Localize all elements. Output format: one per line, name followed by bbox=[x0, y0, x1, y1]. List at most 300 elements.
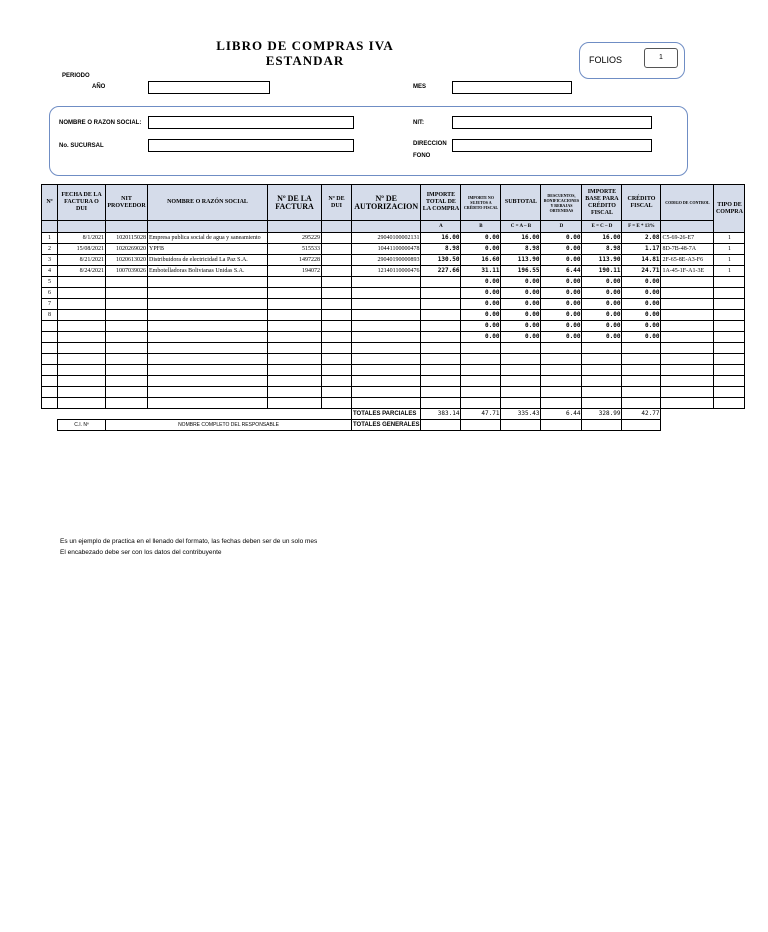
cell-nombre[interactable]: Empresa publica social de agua y saneamiento bbox=[148, 233, 268, 244]
cell-codigo[interactable] bbox=[661, 387, 714, 398]
cell-e[interactable] bbox=[582, 376, 622, 387]
table-row bbox=[42, 310, 745, 321]
cell-tipo[interactable] bbox=[714, 321, 745, 332]
page-title-line2: ESTANDAR bbox=[265, 53, 345, 68]
cell-nit[interactable] bbox=[106, 387, 148, 398]
cell-tipo[interactable] bbox=[714, 299, 745, 310]
cell-a[interactable]: 130.50 bbox=[421, 255, 461, 266]
cell-c[interactable]: 0.00 bbox=[501, 332, 541, 343]
cell-c[interactable] bbox=[501, 365, 541, 376]
cell-nombre[interactable]: YPFB bbox=[148, 244, 268, 255]
cell-b[interactable] bbox=[461, 354, 501, 365]
cell-e[interactable] bbox=[582, 387, 622, 398]
cell-tipo[interactable] bbox=[714, 387, 745, 398]
cell-factura[interactable] bbox=[268, 387, 322, 398]
cell-a[interactable] bbox=[421, 277, 461, 288]
cell-d[interactable]: 0.00 bbox=[541, 288, 582, 299]
cell-b[interactable] bbox=[461, 365, 501, 376]
cell-d[interactable]: 0.00 bbox=[541, 310, 582, 321]
cell-autorizacion[interactable] bbox=[352, 321, 421, 332]
fono-label: FONO bbox=[413, 153, 431, 159]
cell-nit[interactable]: 1020269020 bbox=[106, 244, 148, 255]
cell-c[interactable] bbox=[501, 343, 541, 354]
cell-n[interactable]: 2 bbox=[42, 244, 58, 255]
table-row bbox=[42, 288, 745, 299]
cell-f[interactable] bbox=[622, 354, 661, 365]
cell-autorizacion[interactable] bbox=[352, 288, 421, 299]
nit-label: NIT: bbox=[413, 120, 424, 126]
cell-codigo[interactable] bbox=[661, 321, 714, 332]
cell-factura[interactable] bbox=[268, 321, 322, 332]
totales-generales-label: TOTALES GENERALES bbox=[352, 420, 421, 431]
total-a: 383.14 bbox=[421, 409, 461, 420]
total-b: 47.71 bbox=[461, 409, 501, 420]
cell-fecha[interactable] bbox=[58, 310, 106, 321]
cell-nit[interactable] bbox=[106, 288, 148, 299]
cell-f[interactable]: 0.00 bbox=[622, 299, 661, 310]
cell-fecha[interactable] bbox=[58, 299, 106, 310]
cell-codigo[interactable] bbox=[661, 288, 714, 299]
mes-label: MES bbox=[413, 84, 427, 90]
cell-autorizacion[interactable] bbox=[352, 387, 421, 398]
cell-e[interactable] bbox=[582, 343, 622, 354]
cell-c[interactable] bbox=[501, 387, 541, 398]
cell-nombre[interactable] bbox=[148, 376, 268, 387]
cell-n[interactable] bbox=[42, 365, 58, 376]
cell-c[interactable]: 0.00 bbox=[501, 321, 541, 332]
cell-nit[interactable]: 1020115028 bbox=[106, 233, 148, 244]
cell-a[interactable] bbox=[421, 288, 461, 299]
cell-f[interactable]: 24.71 bbox=[622, 266, 661, 277]
cell-b[interactable]: 31.11 bbox=[461, 266, 501, 277]
cell-nombre[interactable] bbox=[148, 365, 268, 376]
cell-nit[interactable] bbox=[106, 277, 148, 288]
cell-fecha[interactable] bbox=[58, 321, 106, 332]
subheader-a: A bbox=[421, 221, 461, 233]
nombre-label: NOMBRE O RAZON SOCIAL: bbox=[59, 120, 142, 126]
cell-c[interactable] bbox=[501, 398, 541, 409]
cell-codigo[interactable] bbox=[661, 354, 714, 365]
cell-a[interactable]: 8.98 bbox=[421, 244, 461, 255]
header-importe-total: IMPORTE TOTAL DE LA COMPRA bbox=[421, 185, 461, 221]
cell-dui[interactable] bbox=[322, 387, 352, 398]
cell-d[interactable]: 6.44 bbox=[541, 266, 582, 277]
cell-autorizacion[interactable]: 10441100000478 bbox=[352, 244, 421, 255]
cell-fecha[interactable] bbox=[58, 288, 106, 299]
table-row bbox=[42, 233, 745, 244]
cell-autorizacion[interactable]: 12140110000476 bbox=[352, 266, 421, 277]
cell-a[interactable] bbox=[421, 310, 461, 321]
cell-nombre[interactable]: Embotelladoras Bolivianas Unidas S.A. bbox=[148, 266, 268, 277]
cell-dui[interactable] bbox=[322, 299, 352, 310]
cell-n[interactable]: 5 bbox=[42, 277, 58, 288]
cell-nit[interactable] bbox=[106, 398, 148, 409]
cell-tipo[interactable]: 1 bbox=[714, 255, 745, 266]
cell-a[interactable] bbox=[421, 398, 461, 409]
cell-a[interactable] bbox=[421, 321, 461, 332]
cell-dui[interactable] bbox=[322, 255, 352, 266]
cell-b[interactable]: 0.00 bbox=[461, 299, 501, 310]
folios-label: FOLIOS bbox=[589, 55, 623, 65]
cell-b[interactable]: 0.00 bbox=[461, 233, 501, 244]
cell-nit[interactable] bbox=[106, 310, 148, 321]
cell-factura[interactable]: 194072 bbox=[268, 266, 322, 277]
table-row bbox=[42, 343, 745, 354]
cell-tipo[interactable] bbox=[714, 354, 745, 365]
cell-e[interactable] bbox=[582, 365, 622, 376]
page-title-line1: LIBRO DE COMPRAS IVA bbox=[216, 38, 394, 53]
cell-c[interactable]: 0.00 bbox=[501, 299, 541, 310]
cell-codigo[interactable] bbox=[661, 277, 714, 288]
cell-nit[interactable] bbox=[106, 321, 148, 332]
cell-fecha[interactable] bbox=[58, 277, 106, 288]
cell-factura[interactable]: 515533 bbox=[268, 244, 322, 255]
cell-e[interactable]: 190.11 bbox=[582, 266, 622, 277]
cell-c[interactable]: 113.90 bbox=[501, 255, 541, 266]
subheader-c: C = A – B bbox=[501, 221, 541, 233]
header-nombre: NOMBRE O RAZÓN SOCIAL bbox=[148, 185, 268, 221]
cell-dui[interactable] bbox=[322, 288, 352, 299]
cell-codigo[interactable]: C5-69-26-E7 bbox=[661, 233, 714, 244]
cell-b[interactable]: 0.00 bbox=[461, 288, 501, 299]
cell-tipo[interactable] bbox=[714, 277, 745, 288]
cell-b[interactable] bbox=[461, 398, 501, 409]
cell-c[interactable] bbox=[501, 354, 541, 365]
cell-nit[interactable] bbox=[106, 343, 148, 354]
cell-autorizacion[interactable] bbox=[352, 332, 421, 343]
table-row bbox=[42, 354, 745, 365]
cell-dui[interactable] bbox=[322, 365, 352, 376]
cell-e[interactable] bbox=[582, 354, 622, 365]
cell-tipo[interactable]: 1 bbox=[714, 266, 745, 277]
cell-codigo[interactable] bbox=[661, 365, 714, 376]
cell-d[interactable] bbox=[541, 376, 582, 387]
ci-label: C.I. Nº bbox=[58, 420, 106, 431]
cell-tipo[interactable] bbox=[714, 376, 745, 387]
anio-field[interactable] bbox=[148, 81, 270, 94]
header-codigo: CODIGO DE CONTROL bbox=[661, 185, 714, 221]
cell-e[interactable]: 0.00 bbox=[582, 321, 622, 332]
cell-fecha[interactable] bbox=[58, 354, 106, 365]
cell-fecha[interactable]: 8/24/2021 bbox=[58, 266, 106, 277]
cell-f[interactable] bbox=[622, 387, 661, 398]
cell-c[interactable] bbox=[501, 376, 541, 387]
cell-nit[interactable] bbox=[106, 332, 148, 343]
cell-dui[interactable] bbox=[322, 343, 352, 354]
cell-nombre[interactable] bbox=[148, 354, 268, 365]
cell-tipo[interactable] bbox=[714, 288, 745, 299]
cell-autorizacion[interactable] bbox=[352, 277, 421, 288]
cell-d[interactable]: 0.00 bbox=[541, 277, 582, 288]
cell-dui[interactable] bbox=[322, 376, 352, 387]
cell-a[interactable] bbox=[421, 332, 461, 343]
cell-factura[interactable] bbox=[268, 299, 322, 310]
purchases-table bbox=[41, 184, 745, 431]
cell-f[interactable] bbox=[622, 376, 661, 387]
direccion-field[interactable] bbox=[452, 139, 652, 152]
cell-b[interactable] bbox=[461, 387, 501, 398]
cell-codigo[interactable] bbox=[661, 299, 714, 310]
cell-f[interactable] bbox=[622, 398, 661, 409]
nombre-field[interactable] bbox=[148, 116, 354, 129]
cell-d[interactable] bbox=[541, 343, 582, 354]
cell-a[interactable] bbox=[421, 376, 461, 387]
cell-factura[interactable] bbox=[268, 376, 322, 387]
cell-codigo[interactable]: 8D-7B-48-7A bbox=[661, 244, 714, 255]
cell-codigo[interactable] bbox=[661, 310, 714, 321]
cell-f[interactable] bbox=[622, 343, 661, 354]
cell-n[interactable]: 3 bbox=[42, 255, 58, 266]
cell-f[interactable]: 0.00 bbox=[622, 288, 661, 299]
header-descuentos: DESCUENTOS, BONIFICACIONES Y REBAJAS OBTENIDAS bbox=[541, 185, 582, 221]
cell-factura[interactable] bbox=[268, 354, 322, 365]
sucursal-field[interactable] bbox=[148, 139, 354, 152]
cell-n[interactable] bbox=[42, 376, 58, 387]
cell-nombre[interactable] bbox=[148, 310, 268, 321]
cell-f[interactable] bbox=[622, 365, 661, 376]
cell-a[interactable]: 227.66 bbox=[421, 266, 461, 277]
cell-d[interactable] bbox=[541, 398, 582, 409]
cell-autorizacion[interactable]: 29040100002131 bbox=[352, 233, 421, 244]
cell-factura[interactable] bbox=[268, 310, 322, 321]
cell-nombre[interactable] bbox=[148, 387, 268, 398]
cell-e[interactable]: 0.00 bbox=[582, 310, 622, 321]
header-factura: Nº DE LA FACTURA bbox=[268, 185, 322, 221]
cell-n[interactable] bbox=[42, 321, 58, 332]
table-row bbox=[42, 365, 745, 376]
cell-nombre[interactable] bbox=[148, 299, 268, 310]
cell-nombre[interactable] bbox=[148, 277, 268, 288]
direccion-label: DIRECCION bbox=[413, 141, 447, 147]
cell-fecha[interactable]: 8/21/2021 bbox=[58, 255, 106, 266]
periodo-label: PERIODO bbox=[62, 73, 90, 79]
cell-n[interactable]: 7 bbox=[42, 299, 58, 310]
cell-tipo[interactable]: 1 bbox=[714, 244, 745, 255]
cell-f[interactable]: 0.00 bbox=[622, 332, 661, 343]
cell-dui[interactable] bbox=[322, 266, 352, 277]
cell-d[interactable]: 0.00 bbox=[541, 299, 582, 310]
cell-b[interactable] bbox=[461, 343, 501, 354]
cell-f[interactable]: 14.81 bbox=[622, 255, 661, 266]
cell-b[interactable]: 0.00 bbox=[461, 244, 501, 255]
cell-tipo[interactable] bbox=[714, 398, 745, 409]
cell-factura[interactable] bbox=[268, 288, 322, 299]
cell-c[interactable]: 196.55 bbox=[501, 266, 541, 277]
cell-factura[interactable] bbox=[268, 277, 322, 288]
cell-fecha[interactable] bbox=[58, 365, 106, 376]
cell-autorizacion[interactable]: 29040190000893 bbox=[352, 255, 421, 266]
table-row bbox=[42, 398, 745, 409]
subheader-b: B bbox=[461, 221, 501, 233]
totales-parciales-row bbox=[42, 409, 745, 420]
header-no-sujetos: IMPORTE NO SUJETOS A CRÉDITO FISCAL bbox=[461, 185, 501, 221]
cell-autorizacion[interactable] bbox=[352, 354, 421, 365]
cell-factura[interactable] bbox=[268, 398, 322, 409]
cell-b[interactable]: 0.00 bbox=[461, 332, 501, 343]
cell-nit[interactable]: 1007039026 bbox=[106, 266, 148, 277]
cell-nit[interactable] bbox=[106, 376, 148, 387]
mes-field[interactable] bbox=[452, 81, 572, 94]
cell-e[interactable]: 113.90 bbox=[582, 255, 622, 266]
cell-n[interactable]: 8 bbox=[42, 310, 58, 321]
header-nit: NIT PROVEEDOR bbox=[106, 185, 148, 221]
cell-f[interactable]: 0.00 bbox=[622, 321, 661, 332]
cell-d[interactable] bbox=[541, 387, 582, 398]
table-row bbox=[42, 299, 745, 310]
cell-dui[interactable] bbox=[322, 398, 352, 409]
cell-e[interactable] bbox=[582, 398, 622, 409]
cell-e[interactable]: 8.98 bbox=[582, 244, 622, 255]
cell-n[interactable] bbox=[42, 332, 58, 343]
cell-d[interactable]: 0.00 bbox=[541, 332, 582, 343]
cell-c[interactable]: 8.98 bbox=[501, 244, 541, 255]
subheader-f: F = E * 13% bbox=[622, 221, 661, 233]
cell-d[interactable]: 0.00 bbox=[541, 244, 582, 255]
cell-fecha[interactable]: 15/08/2021 bbox=[58, 244, 106, 255]
cell-b[interactable] bbox=[461, 376, 501, 387]
header-dui: Nº DE DUI bbox=[322, 185, 352, 221]
cell-factura[interactable] bbox=[268, 365, 322, 376]
responsable-label: NOMBRE COMPLETO DEL RESPONSABLE bbox=[106, 420, 352, 431]
cell-fecha[interactable] bbox=[58, 387, 106, 398]
cell-e[interactable]: 0.00 bbox=[582, 332, 622, 343]
table-row bbox=[42, 376, 745, 387]
cell-nit[interactable] bbox=[106, 354, 148, 365]
cell-e[interactable]: 0.00 bbox=[582, 277, 622, 288]
totales-parciales-label: TOTALES PARCIALES bbox=[352, 409, 421, 420]
cell-n[interactable]: 1 bbox=[42, 233, 58, 244]
cell-c[interactable]: 0.00 bbox=[501, 277, 541, 288]
cell-nit[interactable] bbox=[106, 299, 148, 310]
cell-d[interactable]: 0.00 bbox=[541, 321, 582, 332]
table-row bbox=[42, 277, 745, 288]
cell-autorizacion[interactable] bbox=[352, 398, 421, 409]
cell-c[interactable]: 16.00 bbox=[501, 233, 541, 244]
cell-d[interactable]: 0.00 bbox=[541, 233, 582, 244]
cell-e[interactable]: 0.00 bbox=[582, 288, 622, 299]
cell-autorizacion[interactable] bbox=[352, 310, 421, 321]
cell-n[interactable]: 4 bbox=[42, 266, 58, 277]
cell-e[interactable]: 0.00 bbox=[582, 299, 622, 310]
cell-f[interactable]: 1.17 bbox=[622, 244, 661, 255]
cell-d[interactable] bbox=[541, 354, 582, 365]
cell-codigo[interactable] bbox=[661, 332, 714, 343]
cell-autorizacion[interactable] bbox=[352, 376, 421, 387]
cell-autorizacion[interactable] bbox=[352, 299, 421, 310]
cell-codigo[interactable]: 1A-45-1F-A1-3E bbox=[661, 266, 714, 277]
cell-b[interactable]: 0.00 bbox=[461, 277, 501, 288]
table-row bbox=[42, 266, 745, 277]
cell-fecha[interactable] bbox=[58, 332, 106, 343]
cell-n[interactable] bbox=[42, 398, 58, 409]
note-line-2: El encabezado debe ser con los datos del contribuyente bbox=[60, 549, 222, 556]
cell-codigo[interactable] bbox=[661, 343, 714, 354]
cell-c[interactable]: 0.00 bbox=[501, 288, 541, 299]
table-row bbox=[42, 332, 745, 343]
cell-c[interactable]: 0.00 bbox=[501, 310, 541, 321]
cell-dui[interactable] bbox=[322, 354, 352, 365]
cell-nit[interactable]: 1020613020 bbox=[106, 255, 148, 266]
cell-nombre[interactable]: Distribuidora de electricidad La Paz S.A. bbox=[148, 255, 268, 266]
cell-b[interactable]: 0.00 bbox=[461, 321, 501, 332]
cell-autorizacion[interactable] bbox=[352, 365, 421, 376]
header-tipo: TIPO DE COMPRA bbox=[714, 185, 745, 233]
cell-f[interactable]: 0.00 bbox=[622, 310, 661, 321]
cell-factura[interactable] bbox=[268, 332, 322, 343]
cell-a[interactable] bbox=[421, 365, 461, 376]
cell-factura[interactable]: 1497228 bbox=[268, 255, 322, 266]
cell-e[interactable]: 16.00 bbox=[582, 233, 622, 244]
subheader-d: D bbox=[541, 221, 582, 233]
nit-field[interactable] bbox=[452, 116, 652, 129]
cell-d[interactable]: 0.00 bbox=[541, 255, 582, 266]
cell-fecha[interactable] bbox=[58, 376, 106, 387]
cell-tipo[interactable]: 1 bbox=[714, 233, 745, 244]
cell-fecha[interactable] bbox=[58, 398, 106, 409]
header-subtotal: SUBTOTAL bbox=[501, 185, 541, 221]
cell-f[interactable]: 2.08 bbox=[622, 233, 661, 244]
cell-tipo[interactable] bbox=[714, 332, 745, 343]
cell-dui[interactable] bbox=[322, 277, 352, 288]
cell-fecha[interactable]: 8/1/2021 bbox=[58, 233, 106, 244]
cell-nombre[interactable] bbox=[148, 288, 268, 299]
folios-value[interactable]: 1 bbox=[644, 48, 678, 68]
cell-autorizacion[interactable] bbox=[352, 343, 421, 354]
cell-nit[interactable] bbox=[106, 365, 148, 376]
cell-dui[interactable] bbox=[322, 244, 352, 255]
cell-a[interactable] bbox=[421, 343, 461, 354]
totales-generales-row bbox=[42, 420, 745, 431]
cell-nombre[interactable] bbox=[148, 332, 268, 343]
cell-f[interactable]: 0.00 bbox=[622, 277, 661, 288]
cell-factura[interactable] bbox=[268, 343, 322, 354]
cell-tipo[interactable] bbox=[714, 365, 745, 376]
table-row bbox=[42, 387, 745, 398]
cell-n[interactable]: 6 bbox=[42, 288, 58, 299]
cell-codigo[interactable] bbox=[661, 398, 714, 409]
cell-a[interactable] bbox=[421, 387, 461, 398]
cell-dui[interactable] bbox=[322, 332, 352, 343]
cell-d[interactable] bbox=[541, 365, 582, 376]
cell-n[interactable] bbox=[42, 343, 58, 354]
subheader-e: E = C – D bbox=[582, 221, 622, 233]
cell-codigo[interactable] bbox=[661, 376, 714, 387]
cell-nombre[interactable] bbox=[148, 321, 268, 332]
cell-a[interactable] bbox=[421, 354, 461, 365]
cell-dui[interactable] bbox=[322, 321, 352, 332]
cell-tipo[interactable] bbox=[714, 310, 745, 321]
cell-tipo[interactable] bbox=[714, 343, 745, 354]
cell-b[interactable]: 16.60 bbox=[461, 255, 501, 266]
cell-nombre[interactable] bbox=[148, 343, 268, 354]
note-line-1: Es un ejemplo de practica en el llenado del formato, las fechas deben ser de un solo mes bbox=[60, 538, 318, 545]
cell-a[interactable] bbox=[421, 299, 461, 310]
anio-label: AÑO bbox=[92, 84, 106, 90]
cell-codigo[interactable]: 2F-65-8E-A3-F6 bbox=[661, 255, 714, 266]
cell-n[interactable] bbox=[42, 354, 58, 365]
cell-b[interactable]: 0.00 bbox=[461, 310, 501, 321]
cell-dui[interactable] bbox=[322, 233, 352, 244]
header-n: Nº bbox=[42, 185, 58, 221]
cell-dui[interactable] bbox=[322, 310, 352, 321]
cell-nombre[interactable] bbox=[148, 398, 268, 409]
total-c: 335.43 bbox=[501, 409, 541, 420]
header-credito: CRÉDITO FISCAL bbox=[622, 185, 661, 221]
cell-factura[interactable]: 295229 bbox=[268, 233, 322, 244]
cell-a[interactable]: 16.00 bbox=[421, 233, 461, 244]
cell-fecha[interactable] bbox=[58, 343, 106, 354]
cell-n[interactable] bbox=[42, 387, 58, 398]
